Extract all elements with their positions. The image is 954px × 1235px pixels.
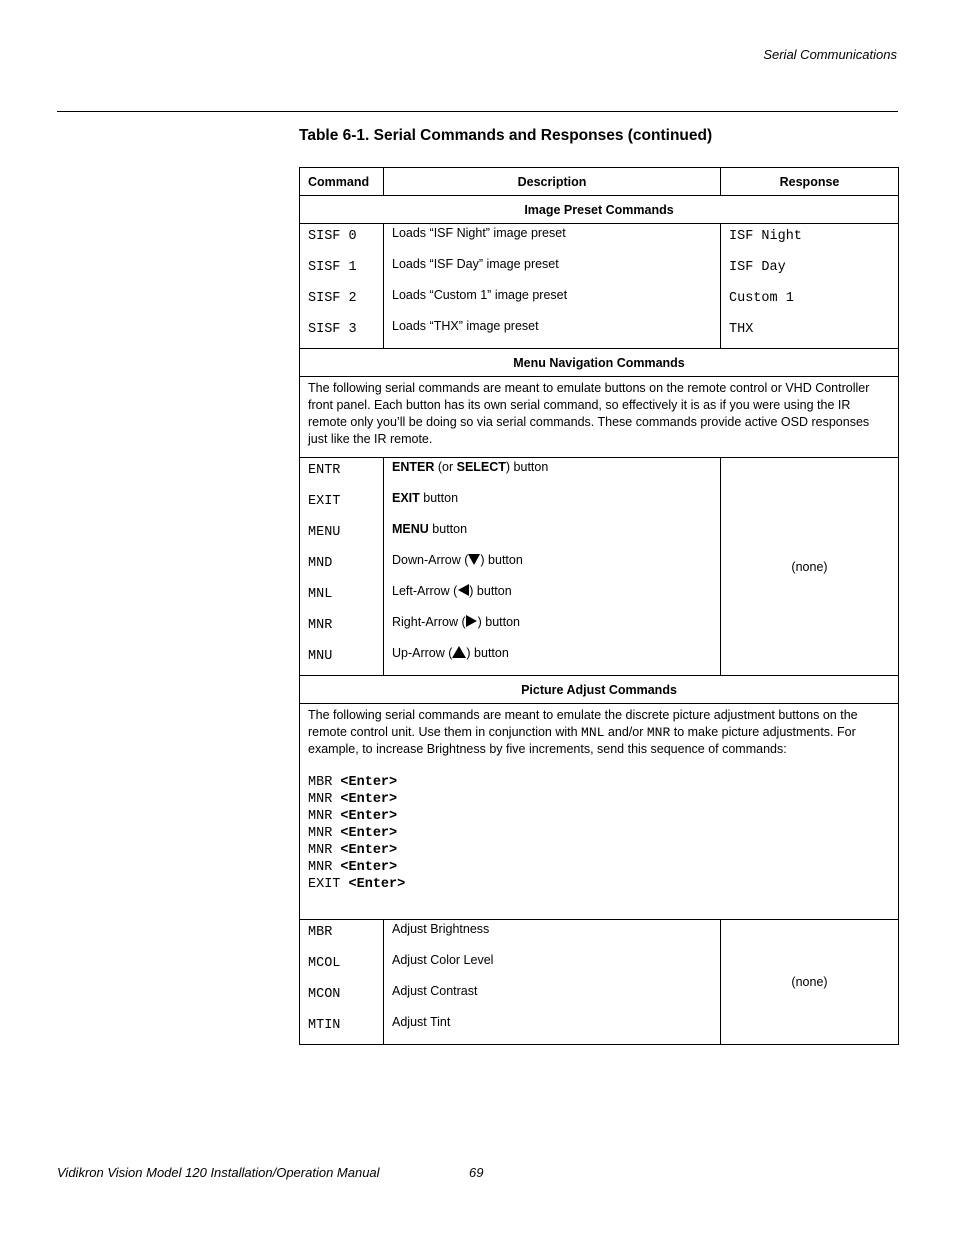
command-cell: SISF 1 (308, 260, 357, 275)
response-cell: Custom 1 (729, 291, 794, 306)
section-menu-navigation: Menu Navigation Commands (300, 349, 899, 377)
description-cell: Left-Arrow ( ) button (392, 584, 512, 598)
image-preset-descriptions (384, 224, 721, 349)
command-cell: MBR (308, 925, 333, 940)
description-cell: Loads “THX” image preset (392, 319, 539, 333)
command-cell: MCON (308, 987, 341, 1002)
left-arrow-icon (457, 584, 469, 596)
right-arrow-icon (466, 615, 478, 627)
example-command-sequence: MBR <Enter> MNR <Enter> MNR <Enter> MNR <Enter> MNR <Enter> MNR <Enter> EXIT <Enter> (308, 775, 406, 892)
command-cell: MNR (308, 618, 333, 633)
section-image-preset: Image Preset Commands (300, 196, 899, 224)
table-caption: Table 6-1. Serial Commands and Responses (continued) (299, 127, 713, 144)
description-cell: EXIT button (392, 491, 459, 505)
response-cell: ISF Day (729, 260, 786, 275)
picture-adjust-response: (none) (721, 920, 899, 1045)
command-cell: MNU (308, 649, 333, 664)
page-number: 69 (469, 1165, 484, 1180)
description-cell: Down-Arrow ( ) button (392, 553, 523, 567)
command-cell: ENTR (308, 463, 341, 478)
picture-adjust-rows (300, 920, 899, 1045)
footer-manual-title: Vidikron Vision Model 120 Installation/Operation Manual (57, 1165, 380, 1180)
menu-navigation-commands (300, 458, 384, 676)
description-cell: Right-Arrow ( ) button (392, 615, 521, 629)
image-preset-rows (300, 224, 899, 349)
description-cell: Adjust Color Level (392, 953, 494, 967)
command-cell: MNL (308, 587, 333, 602)
response-cell: THX (729, 322, 754, 337)
up-arrow-icon (452, 646, 466, 658)
menu-navigation-intro: The following serial commands are meant to emulate buttons on the remote control or VHD Controller front panel. Each button has its own serial command, so effectively it is as if you were using the IR remote only you’ll be doing so via serial commands. These commands provide active OSD responses just like the IR remote. (300, 377, 899, 458)
command-cell: SISF 2 (308, 291, 357, 306)
image-preset-commands (300, 224, 384, 349)
down-arrow-icon (468, 553, 480, 565)
description-cell: Loads “ISF Night” image preset (392, 226, 566, 240)
section-picture-adjust: Picture Adjust Commands (300, 676, 899, 704)
description-cell: Loads “Custom 1” image preset (392, 288, 568, 302)
picture-adjust-descriptions (384, 920, 721, 1045)
table-header-row (300, 168, 899, 196)
picture-adjust-commands (300, 920, 384, 1045)
command-cell: SISF 0 (308, 229, 357, 244)
description-cell: ENTER (or SELECT) button (392, 460, 549, 474)
menu-navigation-rows (300, 458, 899, 676)
description-cell: Adjust Brightness (392, 922, 490, 936)
menu-navigation-response: (none) (721, 458, 899, 676)
column-header-command: Command (300, 168, 384, 196)
serial-commands-table (299, 167, 899, 1045)
image-preset-responses (721, 224, 899, 349)
description-cell: Adjust Contrast (392, 984, 478, 998)
column-header-response: Response (721, 168, 899, 196)
description-cell: MENU button (392, 522, 468, 536)
description-cell: Adjust Tint (392, 1015, 451, 1029)
command-cell: MND (308, 556, 333, 571)
response-cell: ISF Night (729, 229, 802, 244)
command-cell: EXIT (308, 494, 341, 509)
column-header-description: Description (384, 168, 721, 196)
running-header: Serial Communications (763, 47, 897, 62)
header-rule (57, 111, 898, 112)
command-cell: MENU (308, 525, 341, 540)
command-cell: MTIN (308, 1018, 341, 1033)
menu-navigation-descriptions (384, 458, 721, 676)
picture-adjust-intro: The following serial commands are meant to emulate the discrete picture adjustment buttons on the remote control unit. Use them in conjunction with MNL and/or MNR to make picture adjustments. For example, to increase Brightness by five increments, send this sequence of commands: MBR <Enter> MNR <Enter> MNR <Enter> MNR <Enter> MNR <Enter> MNR <Enter> EXIT <Enter> (300, 704, 899, 920)
command-cell: SISF 3 (308, 322, 357, 337)
description-cell: Loads “ISF Day” image preset (392, 257, 559, 271)
description-cell: Up-Arrow ( ) button (392, 646, 509, 660)
command-cell: MCOL (308, 956, 341, 971)
